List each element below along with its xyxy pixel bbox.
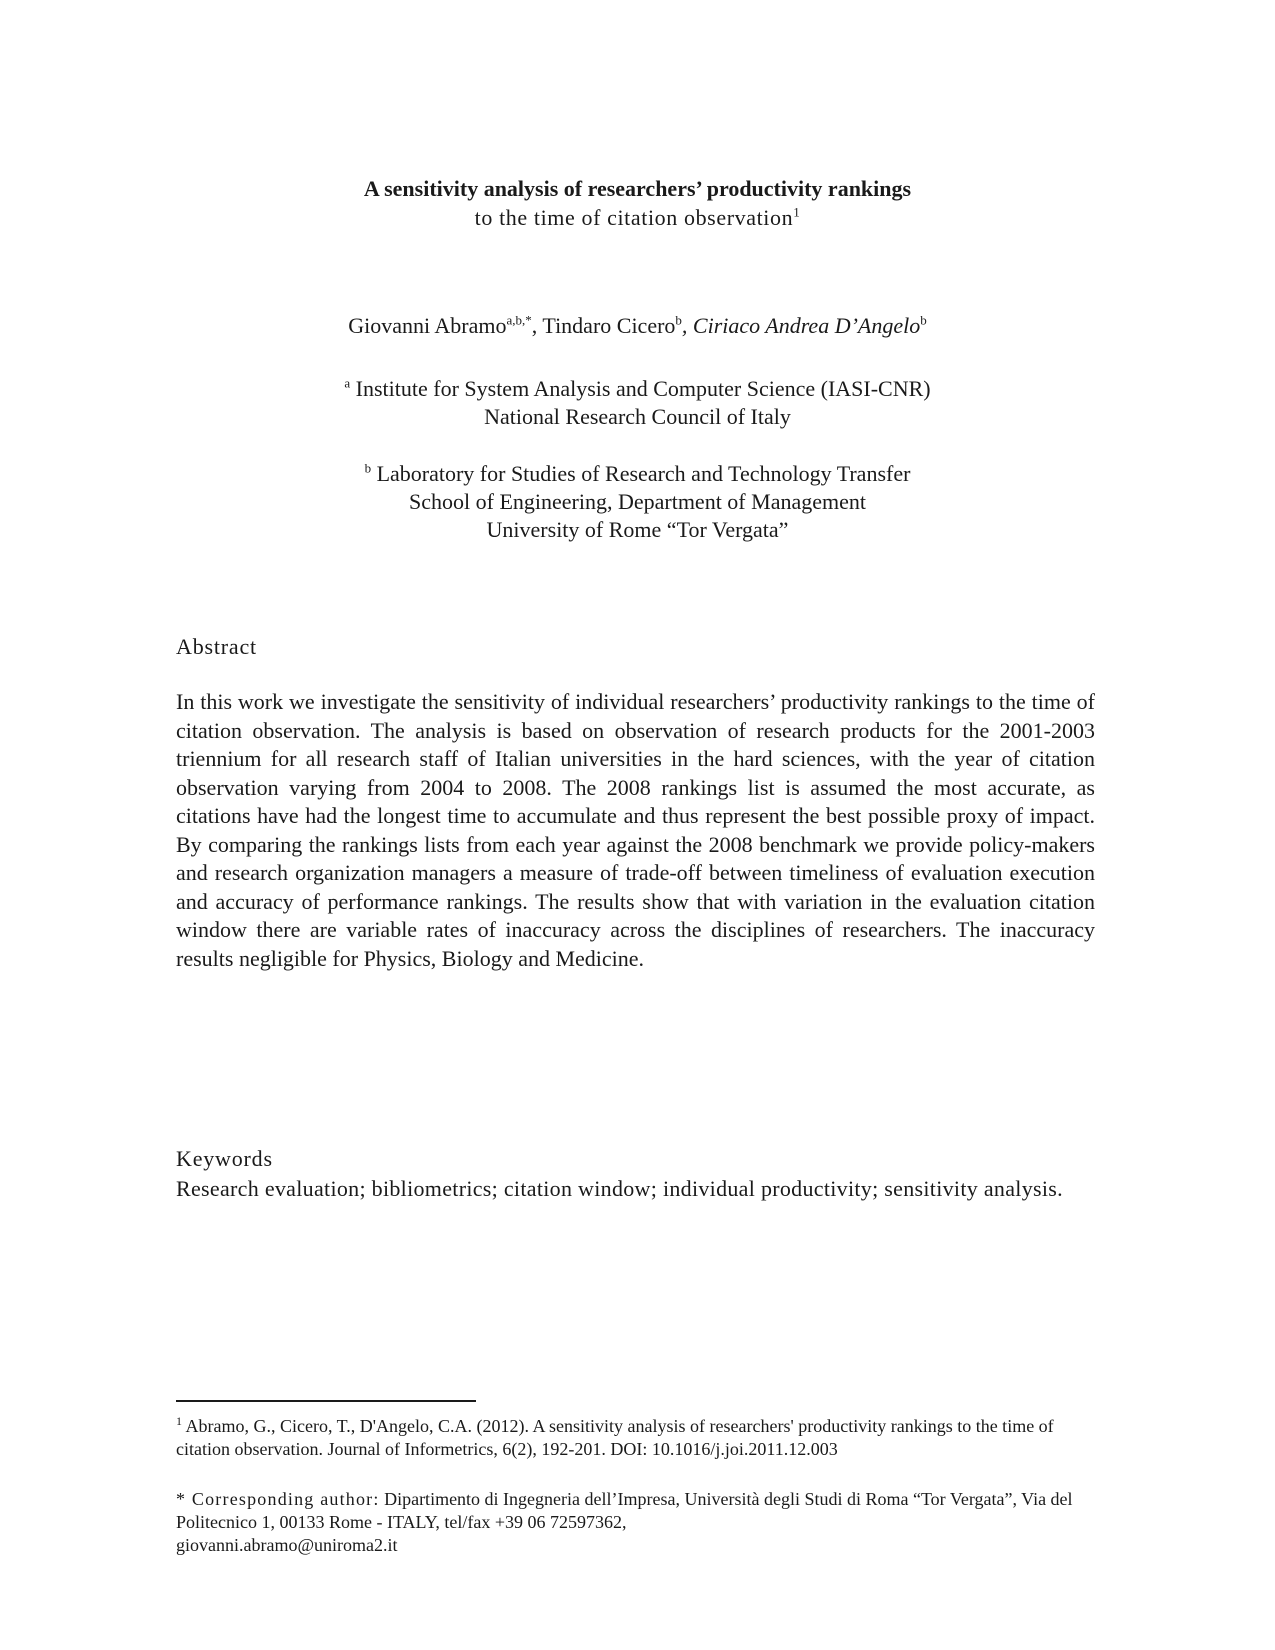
corresponding-author-email[interactable]: giovanni.abramo@uniroma2.it bbox=[176, 1535, 398, 1555]
keywords-heading: Keywords bbox=[176, 1146, 273, 1171]
abstract-text: In this work we investigate the sensitivity of individual researchers’ productivity rankings to the time of citation observation. The analysis is based on observation of research products for the 2001-2003 triennium for all research staff of Italian universities in the hard sciences, with the year of citation observation varying from 2004 to 2008. The 2008 rankings list is assumed the most accurate, as citations have had the longest time to accumulate and thus represent the best possible proxy of impact. By comparing the rankings lists from each year against the 2008 benchmark we provide policy-makers and research organization managers a measure of trade-off between timeliness of evaluation execution and accuracy of performance rankings. The results show that with variation in the evaluation citation window there are variable rates of inaccuracy across the disciplines of researchers. The inaccuracy results negligible for Physics, Biology and Medicine. bbox=[176, 689, 1095, 971]
affiliation-mark: a bbox=[344, 375, 351, 391]
author-affil-mark: a,b,* bbox=[506, 312, 532, 328]
paper-title: A sensitivity analysis of researchers’ productivity rankings bbox=[363, 176, 912, 201]
affiliation-line: University of Rome “Tor Vergata” bbox=[486, 517, 789, 542]
affiliation-a bbox=[0, 375, 1275, 431]
author-affil-mark: b bbox=[920, 312, 927, 328]
title-footnote-mark: 1 bbox=[793, 204, 801, 220]
keywords-text: Research evaluation; bibliometrics; citation window; individual productivity; sensitivity analysis. bbox=[176, 1176, 1063, 1201]
affiliation-line: Laboratory for Studies of Research and Technology Transfer bbox=[376, 461, 911, 486]
affiliation-mark: b bbox=[364, 460, 372, 476]
author-list: Giovanni Abramo$^{a,b,*}$, Tindaro Cicero$^b$, Ciriaco Andrea D’Angelo$^b$ bbox=[348, 312, 927, 338]
abstract-heading: Abstract bbox=[176, 634, 257, 659]
affiliation-line: National Research Council of Italy bbox=[484, 404, 791, 429]
citation-footnote bbox=[176, 1415, 1095, 1461]
paper-subtitle-text: to the time of citation observation bbox=[474, 205, 794, 230]
corresponding-author-address: Dipartimento di Ingegneria dell’Impresa, Università degli Studi di Roma “Tor Vergata”, Via del Politecnico 1, 00133 Rome - ITALY, tel/fax +39 06 72597362, bbox=[176, 1489, 1073, 1532]
affiliation-b bbox=[0, 460, 1275, 544]
author-name: Tindaro Cicero bbox=[542, 313, 676, 338]
corresponding-author-footnote bbox=[176, 1488, 1095, 1557]
corresponding-author-label: * Corresponding author: bbox=[176, 1489, 380, 1509]
author-name: Giovanni Abramo bbox=[348, 313, 507, 338]
affiliation-line: School of Engineering, Department of Management bbox=[409, 489, 866, 514]
author-name: Ciriaco Andrea D’Angelo bbox=[692, 313, 921, 338]
footnote-divider bbox=[176, 1400, 476, 1402]
author-affil-mark: b bbox=[675, 312, 682, 328]
footnote-mark: 1 bbox=[176, 1414, 182, 1428]
affiliation-line: Institute for System Analysis and Computer Science (IASI-CNR) bbox=[355, 376, 931, 401]
paper-subtitle bbox=[0, 205, 1275, 231]
citation-footnote-text: Abramo, G., Cicero, T., D'Angelo, C.A. (2012). A sensitivity analysis of researchers' productivity rankings to the time of citation observation. Journal of Informetrics, 6(2), 192-201. DOI: 10.1016/j.joi.2011.12.003 bbox=[176, 1416, 1054, 1459]
